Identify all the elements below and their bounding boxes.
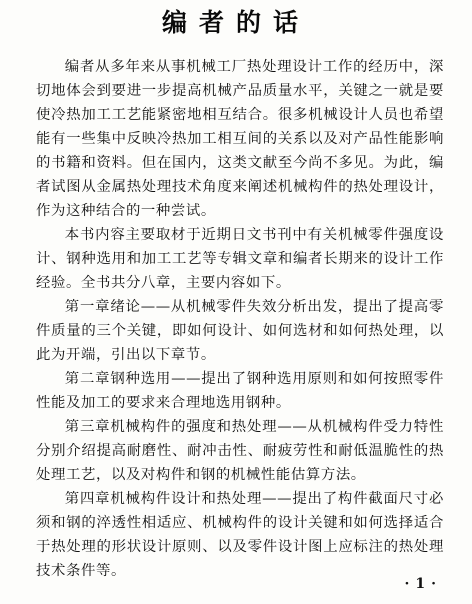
paragraph-chapter-3: 第三章机械构件的强度和热处理——从机械构件受力特性分别介绍提高耐磨性、耐冲击性、耐疲劳性和耐低温脆性的热处理工艺，以及对构件和钢的机械性能估算方法。 [36, 419, 444, 483]
page-title: 编者的话 [161, 8, 310, 37]
paragraph-content-source: 本书内容主要取材于近期日文书刊中有关机械零件强度设计、钢种选用和加工工艺等专辑文章和编者长期来的设计工作经验。全书共分八章，主要内容如下。 [36, 227, 444, 291]
body-text [36, 55, 444, 583]
page-number: ·1· [404, 576, 442, 592]
paragraph-chapter-1: 第一章绪论——从机械零件失效分析出发，提出了提高零件质量的三个关键，即如何设计、如何选材和如何热处理，以此为开端，引出以下章节。 [36, 299, 444, 363]
paragraph-chapter-4: 第四章机械构件设计和热处理——提出了构件截面尺寸必须和钢的淬透性相适应、机械构件的设计关键和如何选择适合于热处理的形状设计原则、以及零件设计图上应标注的热处理技术条件等。 [36, 491, 444, 579]
paragraph-chapter-2: 第二章钢种选用——提出了钢种选用原则和如何按照零件性能及加工的要求来合理地选用钢种。 [36, 371, 444, 411]
paragraph-intro: 编者从多年来从事机械工厂热处理设计工作的经历中，深切地体会到要进一步提高机械产品质量水平，关键之一就是要使冷热加工工艺能紧密地相互结合。很多机械设计人员也希望能有一些集中反映冷热加工相互间的关系以及对产品性能影响的书籍和资料。但在国内，这类文献至今尚不多见。为此，编者试图从金属热处理技术角度来阐述机械构件的热处理设计，作为这种结合的一种尝试。 [36, 59, 444, 219]
